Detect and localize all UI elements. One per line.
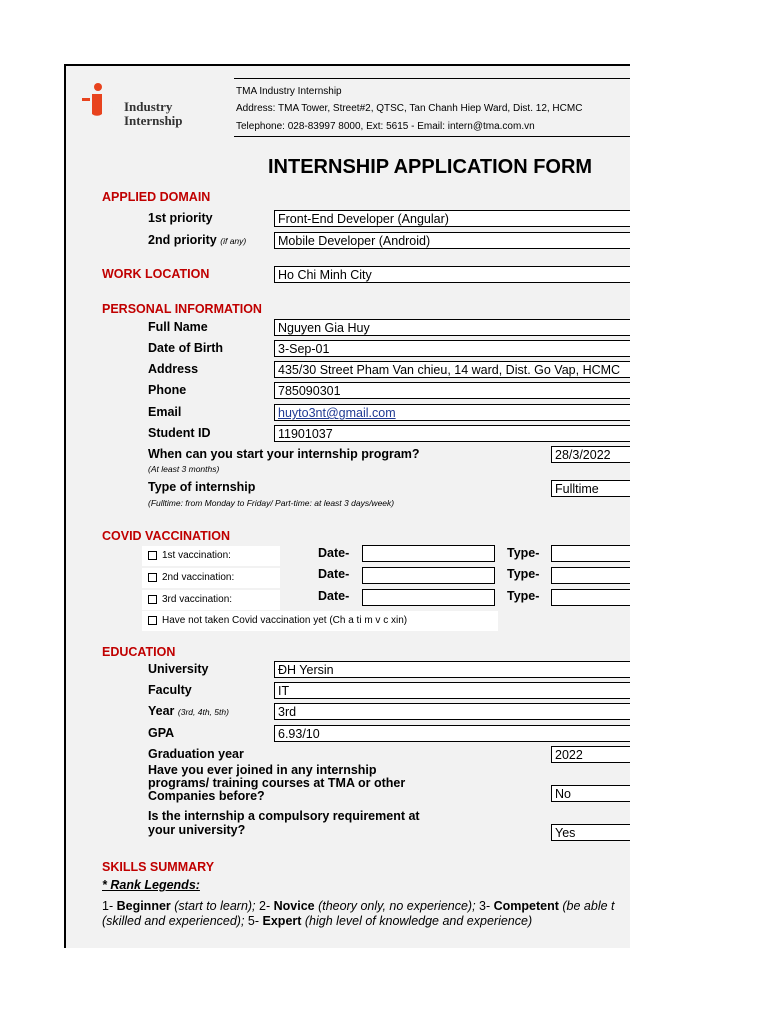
form-sheet xyxy=(64,64,630,948)
year-note: (3rd, 4th, 5th) xyxy=(177,707,229,717)
university-label: University xyxy=(148,662,209,676)
full-name-label: Full Name xyxy=(148,320,208,334)
vaccination3-option[interactable] xyxy=(142,590,280,610)
phone-label: Phone xyxy=(148,383,187,397)
vaccination1-checkbox[interactable] xyxy=(148,551,157,560)
vaccination2-type-field[interactable] xyxy=(551,567,630,584)
vaccination3-checkbox[interactable] xyxy=(148,595,157,604)
graduation-year-label: Graduation year xyxy=(148,747,244,761)
joined-question: Have you ever joined in any internship programs/ training courses at TMA or other Companies before? xyxy=(148,763,406,803)
gpa-label: GPA xyxy=(148,726,175,740)
internship-type-field[interactable]: Fulltime xyxy=(551,480,630,497)
priority2-note: (if any) xyxy=(220,236,247,246)
compulsory-field[interactable]: Yes xyxy=(551,824,630,841)
priority2-field[interactable]: Mobile Developer (Android) xyxy=(274,232,630,249)
vaccination2-date-label: Date- xyxy=(318,567,350,581)
no-vaccination-checkbox[interactable] xyxy=(148,616,157,625)
form-title: INTERNSHIP APPLICATION FORM xyxy=(268,156,593,178)
vaccination1-date-field[interactable] xyxy=(362,545,495,562)
company-contact: Telephone: 028-83997 8000, Ext: 5615 - Email: intern@tma.com.vn xyxy=(236,121,535,132)
company-address: Address: TMA Tower, Street#2, QTSC, Tan Chanh Hiep Ward, Dist. 12, HCMC xyxy=(236,103,583,114)
work-location-field[interactable]: Ho Chi Minh City xyxy=(274,266,630,283)
no-vaccination-label: Have not taken Covid vaccination yet (Ch a ti m v c xin) xyxy=(162,615,408,626)
work-location-heading: WORK LOCATION xyxy=(102,267,210,281)
vaccination3-label: 3rd vaccination: xyxy=(162,594,233,605)
year-label: Year (3rd, 4th, 5th) xyxy=(148,704,229,718)
logo-text-internship: Internship xyxy=(124,113,183,128)
vaccination2-type-label: Type- xyxy=(507,567,540,581)
vaccination1-type-label: Type- xyxy=(507,546,540,560)
address-label: Address xyxy=(148,362,199,376)
student-id-field[interactable]: 11901037 xyxy=(274,425,630,442)
vaccination2-label: 2nd vaccination: xyxy=(162,572,235,583)
personal-info-heading: PERSONAL INFORMATION xyxy=(102,302,262,316)
vaccination1-date-label: Date- xyxy=(318,546,350,560)
phone-field[interactable]: 785090301 xyxy=(274,382,630,399)
dob-label: Date of Birth xyxy=(148,341,223,355)
covid-heading: COVID VACCINATION xyxy=(102,529,231,543)
logo-icon xyxy=(80,82,118,126)
vaccination3-type-field[interactable] xyxy=(551,589,630,606)
start-question: When can you start your internship program? xyxy=(148,447,420,461)
compulsory-question: Is the internship a compulsory requirement at your university? xyxy=(148,809,420,837)
no-vaccination-option[interactable] xyxy=(142,611,498,631)
email-label: Email xyxy=(148,405,182,419)
vaccination2-option[interactable] xyxy=(142,568,280,588)
priority1-field[interactable]: Front-End Developer (Angular) xyxy=(274,210,630,227)
vaccination1-type-field[interactable] xyxy=(551,545,630,562)
email-field[interactable] xyxy=(274,404,630,421)
skills-heading: SKILLS SUMMARY xyxy=(102,860,215,874)
company-name: TMA Industry Internship xyxy=(236,86,342,97)
vaccination2-checkbox[interactable] xyxy=(148,573,157,582)
full-name-field[interactable]: Nguyen Gia Huy xyxy=(274,319,630,336)
joined-field[interactable]: No xyxy=(551,785,630,802)
rank-legend-line1: 1- Beginner (start to learn); 2- Novice (theory only, no experience); 3- Competent (be able t xyxy=(102,899,615,913)
year-field[interactable]: 3rd xyxy=(274,703,630,720)
university-field[interactable]: ĐH Yersin xyxy=(274,661,630,678)
internship-type-label: Type of internship xyxy=(148,480,256,494)
gpa-field[interactable]: 6.93/10 xyxy=(274,725,630,742)
faculty-field[interactable]: IT xyxy=(274,682,630,699)
start-date-field[interactable]: 28/3/2022 xyxy=(551,446,630,463)
vaccination1-label: 1st vaccination: xyxy=(162,550,231,561)
header-top-rule xyxy=(234,78,630,79)
graduation-year-field[interactable]: 2022 xyxy=(551,746,630,763)
vaccination1-option[interactable] xyxy=(142,546,280,566)
education-heading: EDUCATION xyxy=(102,645,176,659)
rank-legends-title: * Rank Legends: xyxy=(102,878,200,892)
header-bottom-rule xyxy=(234,136,630,137)
rank-legend-line2: (skilled and experienced); 5- Expert (high level of knowledge and experience) xyxy=(102,914,533,928)
vaccination3-date-label: Date- xyxy=(318,589,350,603)
tma-logo xyxy=(80,82,190,130)
priority2-label: 2nd priority (if any) xyxy=(148,233,247,247)
priority1-label: 1st priority xyxy=(148,211,213,225)
vaccination2-date-field[interactable] xyxy=(362,567,495,584)
logo-text-industry: Industry xyxy=(124,99,173,114)
internship-type-note: (Fulltime: from Monday to Friday/ Part-time: at least 3 days/week) xyxy=(148,498,395,508)
faculty-label: Faculty xyxy=(148,683,192,697)
applied-domain-heading: APPLIED DOMAIN xyxy=(102,190,211,204)
vaccination3-type-label: Type- xyxy=(507,589,540,603)
student-id-label: Student ID xyxy=(148,426,211,440)
email-link[interactable]: huyto3nt@gmail.com xyxy=(278,406,396,420)
vaccination3-date-field[interactable] xyxy=(362,589,495,606)
address-field[interactable]: 435/30 Street Pham Van chieu, 14 ward, Dist. Go Vap, HCMC xyxy=(274,361,630,378)
start-note: (At least 3 months) xyxy=(148,464,220,474)
dob-field[interactable]: 3-Sep-01 xyxy=(274,340,630,357)
